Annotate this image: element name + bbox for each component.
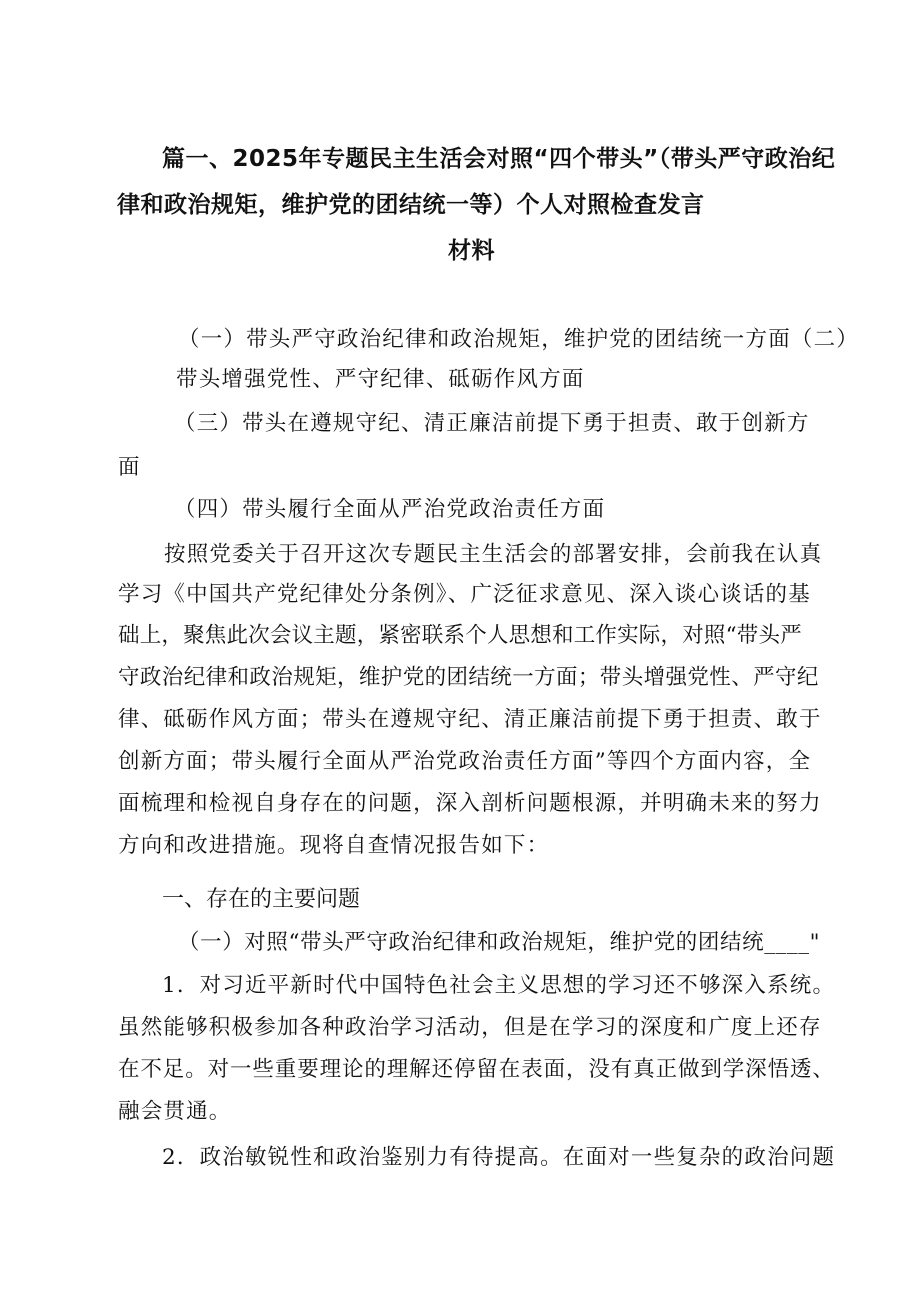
intro-paragraph-line-5: 律、砥砺作风方面；带头在遵规守纪、清正廉洁前提下勇于担责、敢于 bbox=[118, 707, 822, 732]
outline-item-4: （四）带头履行全面从严治党政治责任方面 bbox=[174, 497, 606, 522]
point-1-line-3: 在不足。对一些重要理论的理解还停留在表面，没有真正做到学深悟透、 bbox=[118, 1057, 835, 1082]
title-line-2: 律和政治规矩，维护党的团结统一等）个人对照检查发言 bbox=[117, 192, 705, 218]
intro-paragraph-line-1: 按照党委关于召开这次专题民主生活会的部署安排，会前我在认真 bbox=[164, 542, 823, 567]
title-line-3: 材料 bbox=[448, 238, 495, 264]
intro-paragraph-line-6: 创新方面；带头履行全面从严治党政治责任方面”等四个方面内容，全 bbox=[118, 749, 812, 774]
point-1-line-4: 融会贯通。 bbox=[118, 1099, 232, 1124]
intro-paragraph-line-8: 方向和改进措施。现将自查情况报告如下： bbox=[118, 833, 550, 858]
point-2-line-1: 2．政治敏锐性和政治鉴别力有待提高。在面对一些复杂的政治问题 bbox=[162, 1145, 836, 1170]
intro-paragraph-line-3: 础上，聚焦此次会议主题，紧密联系个人思想和工作实际，对照“带头严 bbox=[118, 623, 802, 648]
point-1-line-1: 1．对习近平新时代中国特色社会主义思想的学习还不够深入系统。 bbox=[162, 973, 836, 998]
intro-paragraph-line-2: 学习《中国共产党纪律处分条例》、广泛征求意见、深入谈心谈话的基 bbox=[118, 582, 811, 607]
outline-item-3-cont: 面 bbox=[118, 455, 141, 480]
outline-item-2-cont: 带头增强党性、严守纪律、砥砺作风方面 bbox=[176, 367, 585, 392]
intro-paragraph-line-4: 守政治纪律和政治规矩，维护党的团结统一方面；带头增强党性、严守纪 bbox=[118, 665, 819, 690]
point-1-line-2: 虽然能够积极参加各种政治学习活动，但是在学习的深度和广度上还存 bbox=[118, 1015, 822, 1040]
subsection-heading: （一）对照“带头严守政治纪律和政治规矩，维护党的团结统____" bbox=[178, 930, 821, 955]
section-heading: 一、存在的主要问题 bbox=[162, 887, 361, 912]
intro-paragraph-line-7: 面梳理和检视自身存在的问题，深入剖析问题根源，并明确未来的努力 bbox=[118, 791, 822, 816]
outline-item-1-2: （一）带头严守政治纪律和政治规矩，维护党的团结统一方面（二） bbox=[178, 327, 860, 352]
title-line-1: 篇一、2025年专题民主生活会对照“四个带头”（带头严守政治纪 bbox=[162, 146, 836, 172]
outline-item-3: （三）带头在遵规守纪、清正廉洁前提下勇于担责、敢于创新方 bbox=[174, 411, 810, 436]
